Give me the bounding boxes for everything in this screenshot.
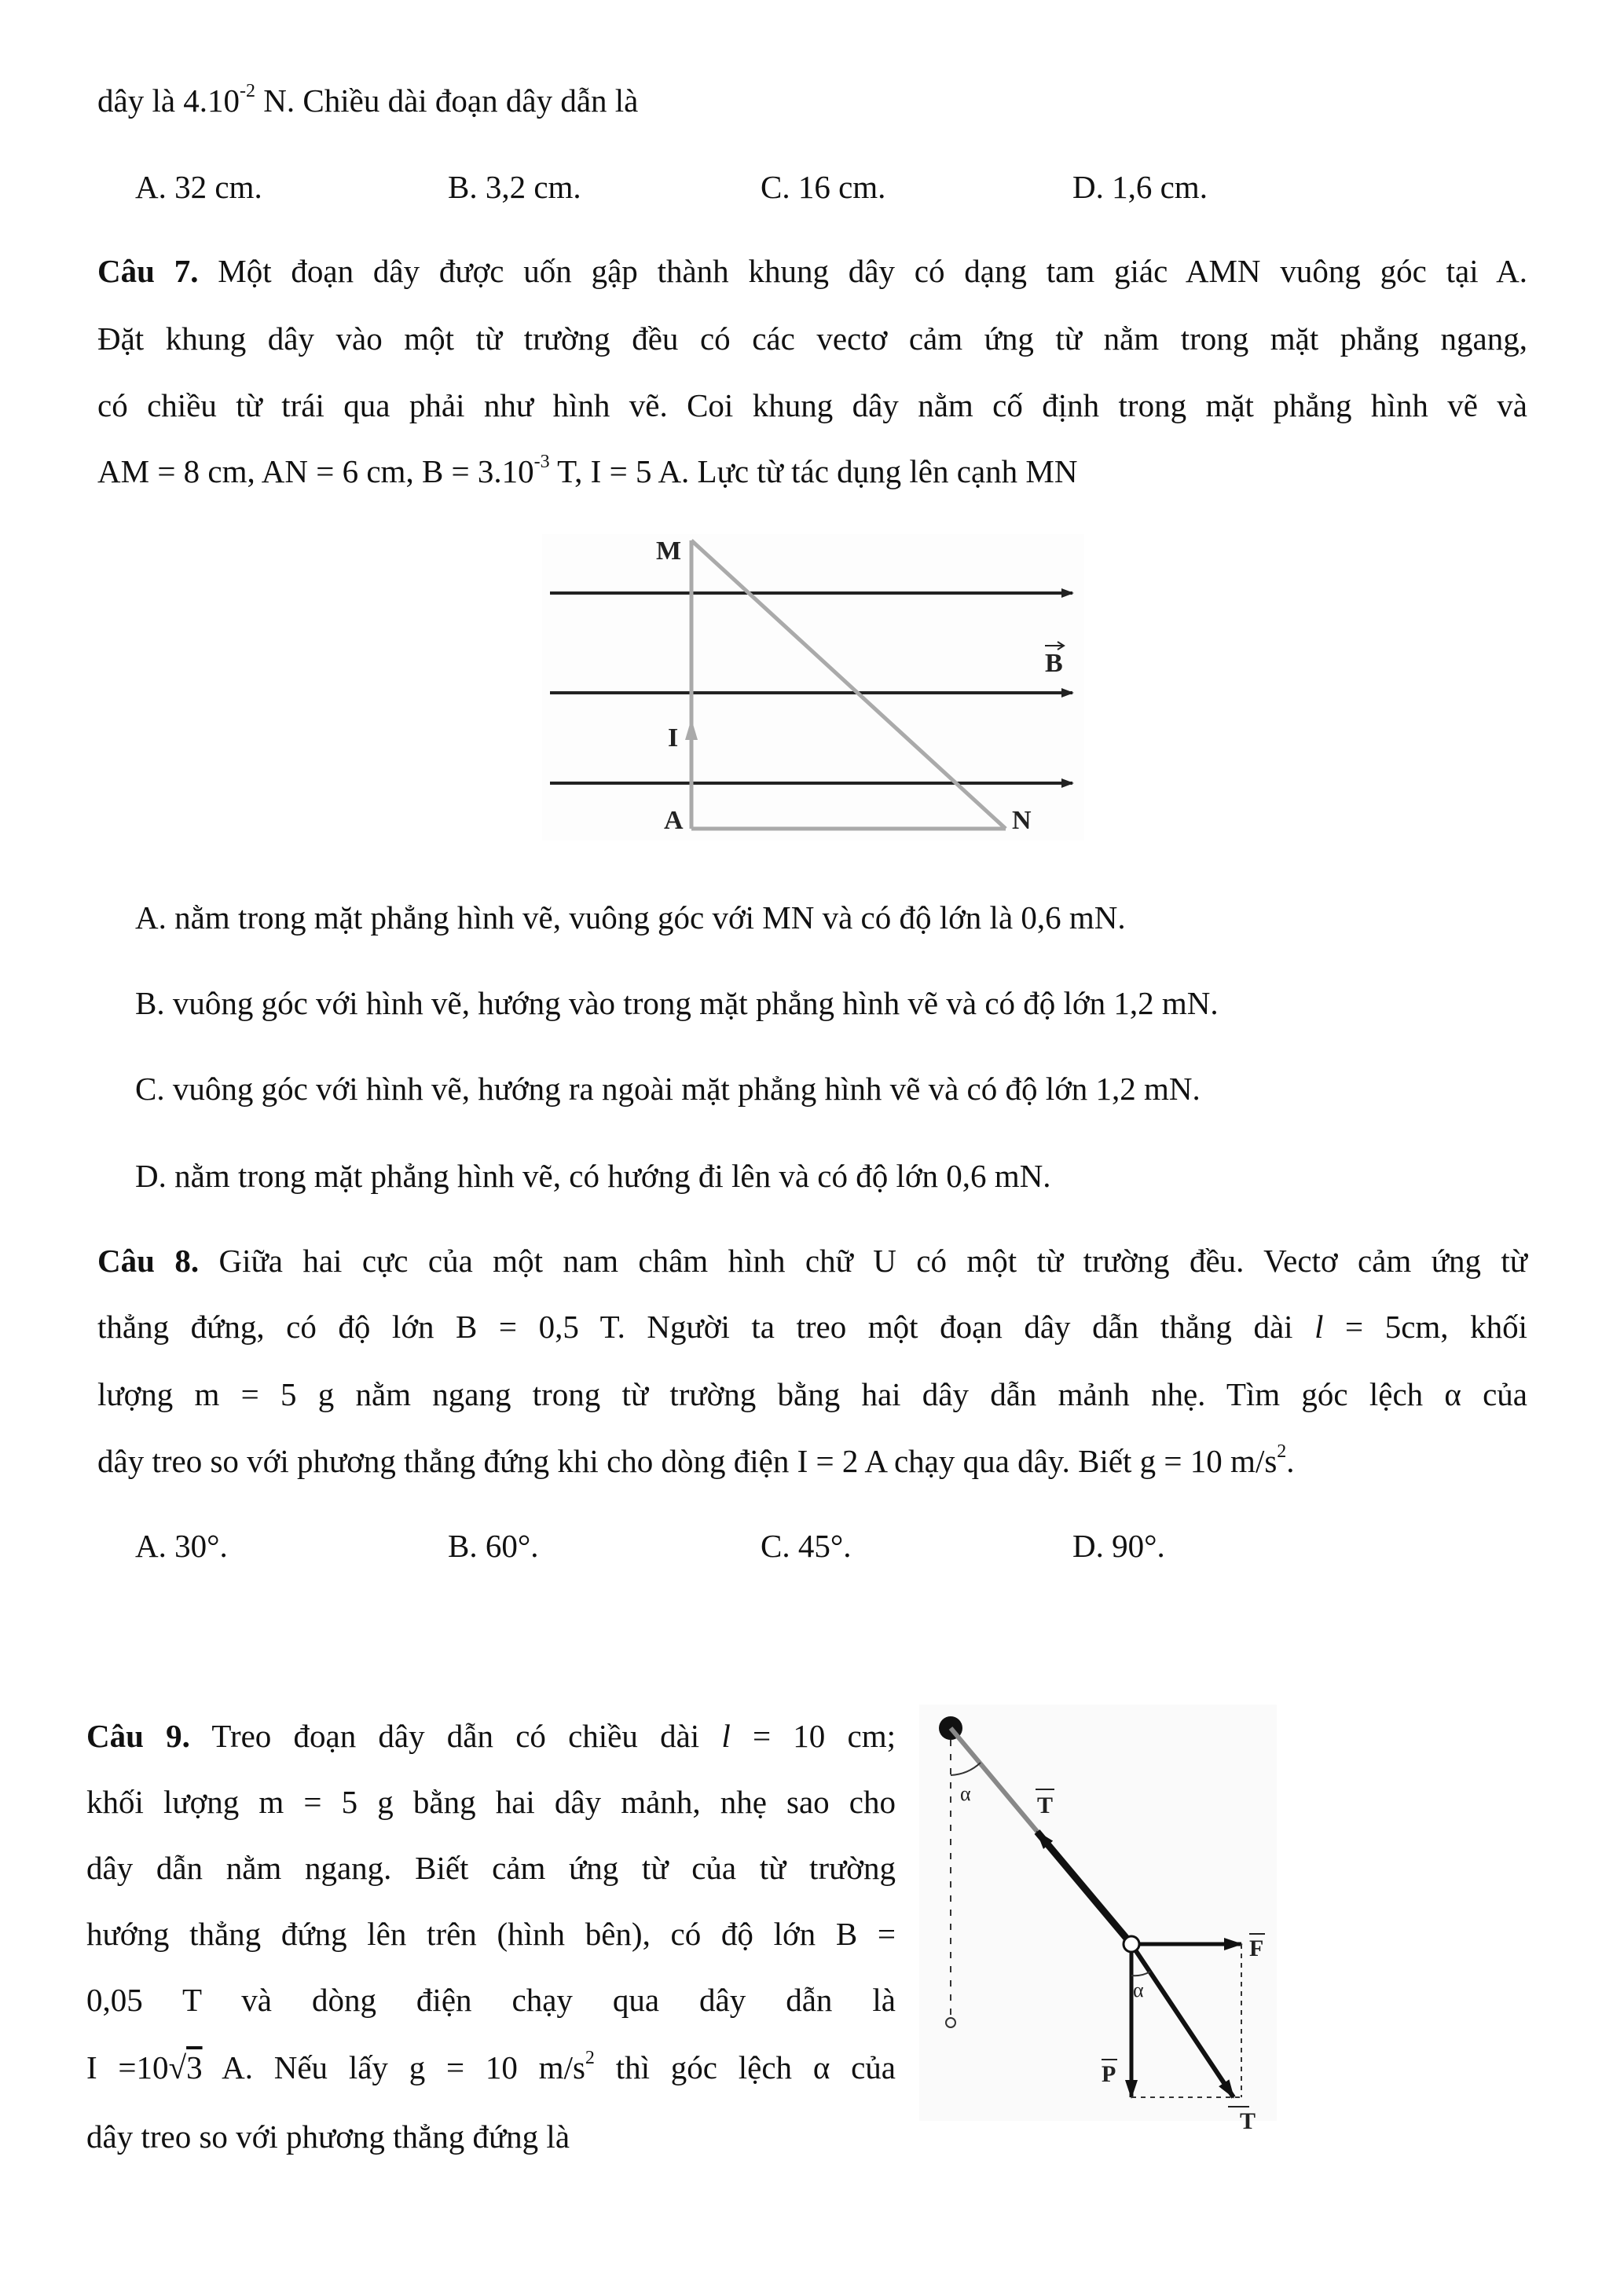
label-b: B [1045, 649, 1063, 678]
q7-option-c: C. vuông góc với hình vẽ, hướng ra ngoài mặt phẳng hình vẽ và có độ lớn 1,2 mN. [135, 1071, 1201, 1107]
q7-text-4: AM = 8 cm, AN = 6 cm, B = 3.10 [97, 453, 534, 489]
q7-line-3: có chiều từ trái qua phải như hình vẽ. Coi khung dây nằm cố định trong mặt phẳng hình vẽ và [97, 387, 1527, 423]
label-i: I [668, 723, 679, 753]
q8-text-2b: = 5cm, khối [1323, 1309, 1527, 1345]
q8-option-a: A. 30°. [135, 1528, 228, 1564]
q6-option-a: A. 32 cm. [135, 169, 262, 205]
q8-length-symbol: l [1314, 1309, 1324, 1345]
q6-tail [97, 81, 639, 119]
q7-line-2: Đặt khung dây vào một từ trường đều có các vectơ cảm ứng từ nằm trong mặt phẳng ngang, [97, 320, 1527, 357]
q9-line-6 [86, 2048, 896, 2085]
q8-text-1: Giữa hai cực của một nam châm hình chữ U có một từ trường đều. Vectơ cảm ứng từ [199, 1243, 1527, 1279]
q6-exponent: -2 [240, 81, 256, 101]
t2-label: T [1240, 2108, 1256, 2129]
q8-text-4b: . [1286, 1443, 1295, 1479]
q9-text-1: Treo đoạn dây dẫn có chiều dài [189, 1718, 722, 1754]
q9-text-6b: thì góc lệch α của [594, 2049, 896, 2085]
wire-node [1124, 1936, 1139, 1952]
q8-text-4: dây treo so với phương thẳng đứng khi cho dòng điện I = 2 A chạy qua dây. Biết g = 10 m/s [97, 1443, 1278, 1479]
q7-option-d: D. nằm trong mặt phẳng hình vẽ, có hướng đi lên và có độ lớn 0,6 mN. [135, 1158, 1051, 1194]
q7-label: Câu 7. [97, 253, 199, 289]
q8-option-b: B. 60°. [448, 1528, 539, 1564]
q8-line-4 [97, 1441, 1295, 1479]
q7-line-4 [97, 452, 1078, 489]
q9-figure [919, 1705, 1296, 2129]
q6-option-c: C. 16 cm. [761, 169, 886, 205]
q6-option-b: B. 3,2 cm. [448, 169, 581, 205]
q9-text-1b: = 10 cm; [730, 1718, 896, 1754]
label-n: N [1012, 806, 1032, 835]
q9-line-3: dây dẫn nằm ngang. Biết cảm ứng từ của từ trường [86, 1850, 896, 1886]
q9-current-text: I =10 [86, 2049, 169, 2085]
q6-tail-text: dây là 4.10 [97, 82, 240, 119]
q8-text-2: thẳng đứng, có độ lớn B = 0,5 T. Người ta treo một đoạn dây dẫn thẳng dài [97, 1309, 1315, 1345]
q8-exponent: 2 [1277, 1441, 1287, 1462]
q9-label: Câu 9. [86, 1718, 190, 1754]
q8-option-d: D. 90°. [1072, 1528, 1165, 1564]
q9-sqrt-value: 3 [186, 2049, 203, 2085]
alpha-label-top: α [960, 1782, 971, 1805]
q9-line-7: dây treo so với phương thẳng đứng là [86, 2118, 570, 2155]
q7-text-4b: T, I = 5 A. Lực từ tác dụng lên cạnh MN [549, 453, 1078, 489]
label-m: M [656, 536, 682, 566]
t-label: T [1037, 1792, 1054, 1818]
q9-exponent: 2 [585, 2048, 595, 2068]
q8-option-c: C. 45°. [761, 1528, 852, 1564]
q7-figure [542, 534, 1108, 848]
q9-line-4: hướng thẳng đứng lên trên (hình bên), có độ lớn B = [86, 1916, 896, 1952]
q9-line-5: 0,05 T và dòng điện chạy qua dây dẫn là [86, 1982, 896, 2018]
q9-text-6: A. Nếu lấy g = 10 m/s [202, 2049, 585, 2085]
q7-option-b: B. vuông góc với hình vẽ, hướng vào trong mặt phẳng hình vẽ và có độ lớn 1,2 mN. [135, 985, 1219, 1021]
q9-line-1 [86, 1720, 896, 1752]
q8-line-1 [97, 1245, 1527, 1277]
p-label: P [1102, 2061, 1116, 2087]
sqrt-sign: √ [168, 2049, 187, 2085]
alpha-label-lower: α [1133, 1979, 1144, 2001]
q8-line-2 [97, 1311, 1527, 1343]
q8-line-3: lượng m = 5 g nằm ngang trong từ trường bằng hai dây dẫn mảnh nhẹ. Tìm góc lệch α của [97, 1376, 1527, 1412]
q6-tail-text-2: N. Chiều dài đoạn dây dẫn là [255, 82, 639, 119]
q7-line-1 [97, 255, 1527, 287]
q7-exponent: -3 [533, 452, 550, 472]
q7-text-1: Một đoạn dây được uốn gập thành khung dây có dạng tam giác AMN vuông góc tại A. [198, 253, 1527, 289]
q9-length-symbol: l [721, 1718, 731, 1754]
q7-option-a: A. nằm trong mặt phẳng hình vẽ, vuông góc với MN và có độ lớn là 0,6 mN. [135, 899, 1126, 936]
f-label: F [1249, 1935, 1264, 1961]
q6-option-d: D. 1,6 cm. [1072, 169, 1208, 205]
q9-line-2: khối lượng m = 5 g bằng hai dây mảnh, nhẹ sao cho [86, 1784, 896, 1820]
q8-label: Câu 8. [97, 1243, 200, 1279]
label-a: A [664, 806, 684, 835]
